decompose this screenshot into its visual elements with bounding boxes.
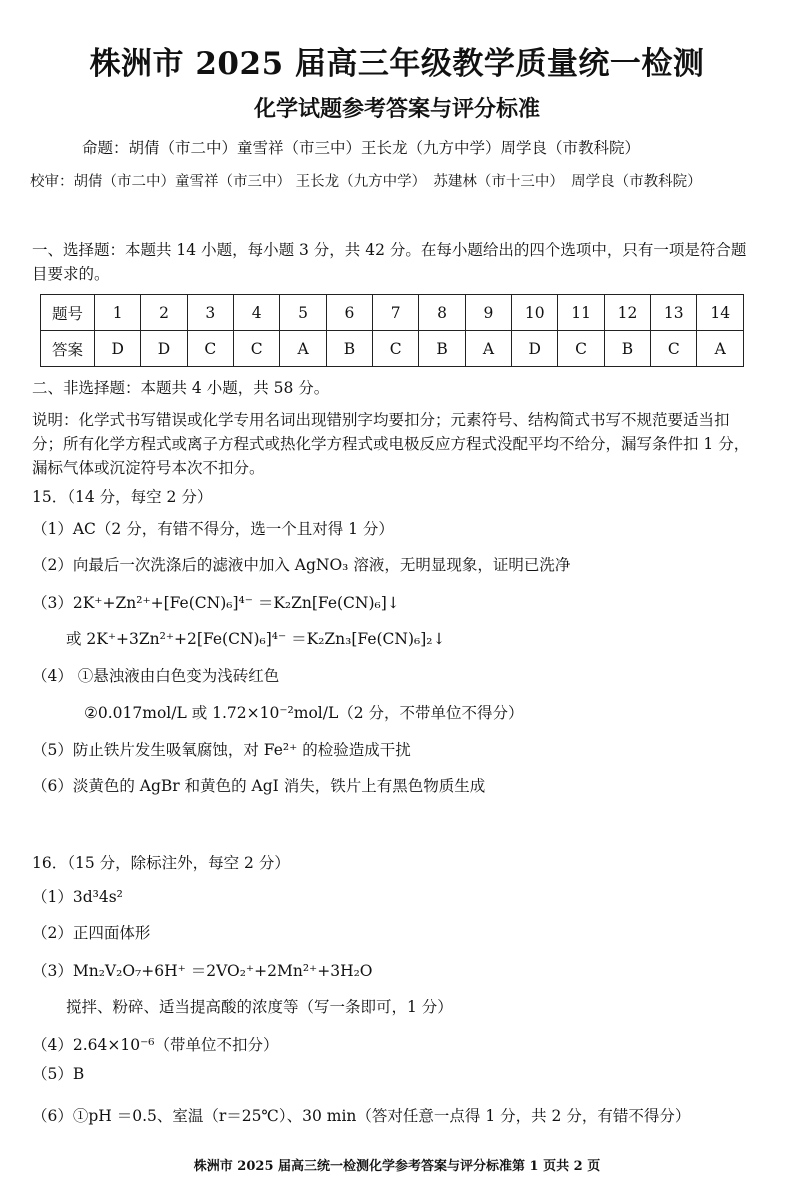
q16-answer-1: （1）3d³4s² xyxy=(32,888,123,906)
q16-answer-4: （4）2.64×10⁻⁶（带单位不扣分） xyxy=(32,1036,279,1054)
q16-answer-2: （2）正四面体形 xyxy=(32,924,151,942)
q15-answer-3-alt: 或 2K⁺+3Zn²⁺+2[Fe(CN)₆]⁴⁻ ＝K₂Zn₃[Fe(CN)₆]₂↓ xyxy=(66,630,446,648)
question-number-cell: 6 xyxy=(326,295,372,331)
question-number-cell: 2 xyxy=(141,295,187,331)
answer-cell: D xyxy=(95,331,141,367)
reviewers-line: 校审：胡倩（市二中）童雪祥（市三中） 王长龙（九方中学） 苏建林（市十三中） 周学良（市教科院） xyxy=(30,174,702,190)
question-number-cell: 4 xyxy=(234,295,280,331)
question-number-cell: 5 xyxy=(280,295,326,331)
answer-cell: C xyxy=(234,331,280,367)
answer-cell: A xyxy=(280,331,326,367)
question-number-cell: 7 xyxy=(373,295,419,331)
question-number-cell: 8 xyxy=(419,295,465,331)
question-number-cell: 1 xyxy=(95,295,141,331)
q15-answer-2: （2）向最后一次洗涤后的滤液中加入 AgNO₃ 溶液，无明显现象，证明已洗净 xyxy=(32,556,571,574)
answer-cell: B xyxy=(326,331,372,367)
q15-answer-5: （5）防止铁片发生吸氧腐蚀，对 Fe²⁺ 的检验造成干扰 xyxy=(32,741,411,759)
answer-cell: B xyxy=(419,331,465,367)
answer-cell: A xyxy=(465,331,511,367)
answer-cell: C xyxy=(651,331,697,367)
section2-note: 说明：化学式书写错误或化学专用名词出现错别字均要扣分；元素符号、结构简式书写不规范要适当扣分；所有化学方程式或离子方程式或热化学方程式或电极反应方程式没配平均不给分，漏写条件扣 1 分，漏标气体或沉淀符号本次不扣分。 xyxy=(32,411,750,477)
row-label-answer: 答案 xyxy=(41,331,95,367)
question-number-cell: 12 xyxy=(604,295,650,331)
answer-cell: D xyxy=(141,331,187,367)
question-number-row xyxy=(41,295,744,331)
q16-answer-3-part2: 搅拌、粉碎、适当提高酸的浓度等（写一条即可，1 分） xyxy=(66,998,453,1016)
question-number-cell: 13 xyxy=(651,295,697,331)
q15-answer-1: （1）AC（2 分，有错不得分，选一个且对得 1 分） xyxy=(32,520,394,538)
q15-header: 15．（14 分，每空 2 分） xyxy=(32,488,213,506)
answer-cell: C xyxy=(558,331,604,367)
document-title: 株洲市 2025 届高三年级教学质量统一检测 xyxy=(89,46,705,82)
q15-answer-3: （3）2K⁺+Zn²⁺+[Fe(CN)₆]⁴⁻ ＝K₂Zn[Fe(CN)₆]↓ xyxy=(32,594,400,612)
question-number-cell: 3 xyxy=(187,295,233,331)
answer-cell: D xyxy=(512,331,558,367)
section1-heading: 一、选择题：本题共 14 小题，每小题 3 分，共 42 分。在每小题给出的四个选项中，只有一项是符合题目要求的。 xyxy=(32,241,747,283)
question-number-cell: 11 xyxy=(558,295,604,331)
answer-cell: A xyxy=(697,331,744,367)
q16-header: 16．（15 分，除标注外，每空 2 分） xyxy=(32,854,290,872)
q16-answer-5: （5）B xyxy=(32,1065,85,1083)
question-number-cell: 14 xyxy=(697,295,744,331)
q16-answer-3: （3）Mn₂V₂O₇+6H⁺ ＝2VO₂⁺+2Mn²⁺+3H₂O xyxy=(32,962,373,980)
answer-cell: C xyxy=(187,331,233,367)
page-footer: 株洲市 2025 届高三统一检测化学参考答案与评分标准第 1 页共 2 页 xyxy=(193,1159,601,1174)
answer-cell: B xyxy=(604,331,650,367)
proposers-line: 命题：胡倩（市二中）童雪祥（市三中）王长龙（九方中学）周学良（市教科院） xyxy=(82,139,641,157)
question-number-cell: 9 xyxy=(465,295,511,331)
q16-answer-6: （6）①pH ＝0.5、室温（r＝25℃）、30 min（答对任意一点得 1 分，共 2 分，有错不得分） xyxy=(32,1107,691,1125)
q15-answer-6: （6）淡黄色的 AgBr 和黄色的 AgI 消失，铁片上有黑色物质生成 xyxy=(32,777,486,795)
answer-cell: C xyxy=(373,331,419,367)
question-number-cell: 10 xyxy=(512,295,558,331)
q15-answer-4-part2: ②0.017mol/L 或 1.72×10⁻²mol/L（2 分，不带单位不得分） xyxy=(84,704,524,722)
row-label-question: 题号 xyxy=(41,295,95,331)
section2-heading: 二、非选择题：本题共 4 小题，共 58 分。 xyxy=(32,379,330,397)
document-subtitle: 化学试题参考答案与评分标准 xyxy=(253,96,540,122)
q15-answer-4: （4） ①悬浊液由白色变为浅砖红色 xyxy=(32,667,280,685)
answer-row xyxy=(41,331,744,367)
answer-table xyxy=(40,294,744,367)
